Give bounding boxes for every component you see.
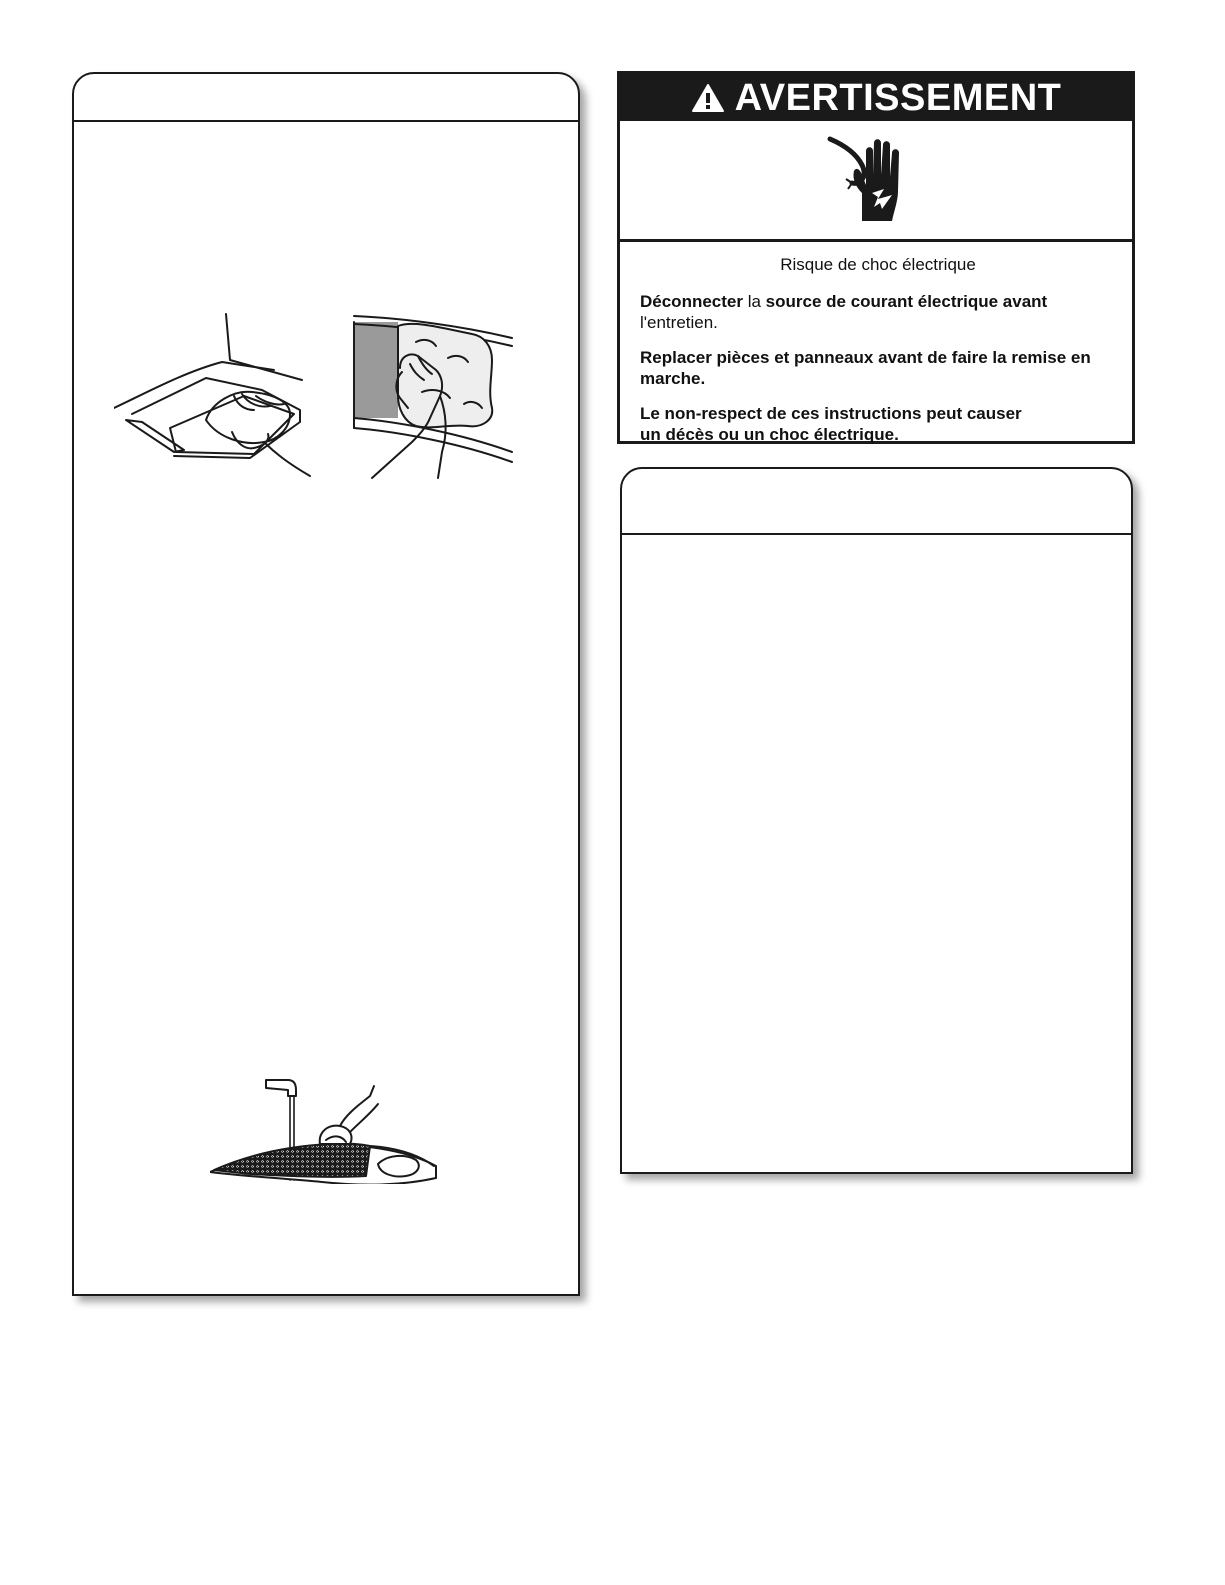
warning-consequence: Le non-respect de ces instructions peut causer un décès ou un choc électrique. xyxy=(640,404,1022,444)
electric-shock-hand-icon xyxy=(822,135,918,227)
right-panel-header xyxy=(622,469,1131,535)
warning-replace-parts-instruction: Replacer pièces et panneaux avant de faire la remise en marche. xyxy=(640,348,1091,388)
warning-triangle-icon xyxy=(691,83,725,113)
warning-symbol-area xyxy=(620,121,1132,242)
left-panel-header xyxy=(74,74,578,122)
lint-screen-removal-illustration xyxy=(114,310,314,478)
warning-banner xyxy=(620,74,1132,121)
lint-wiping-illustration xyxy=(352,312,514,480)
warning-text xyxy=(640,252,1116,459)
warning-disconnect-instruction: Déconnecter la source de courant électrique avant l'entretien. xyxy=(640,292,1048,332)
lint-screen-rinse-illustration xyxy=(210,1074,444,1184)
right-section-panel xyxy=(620,467,1133,1174)
warning-risk-heading: Risque de choc électrique xyxy=(780,255,976,274)
warning-title: AVERTISSEMENT xyxy=(734,76,1062,119)
left-section-panel xyxy=(72,72,580,1296)
electrical-shock-warning xyxy=(617,71,1135,444)
